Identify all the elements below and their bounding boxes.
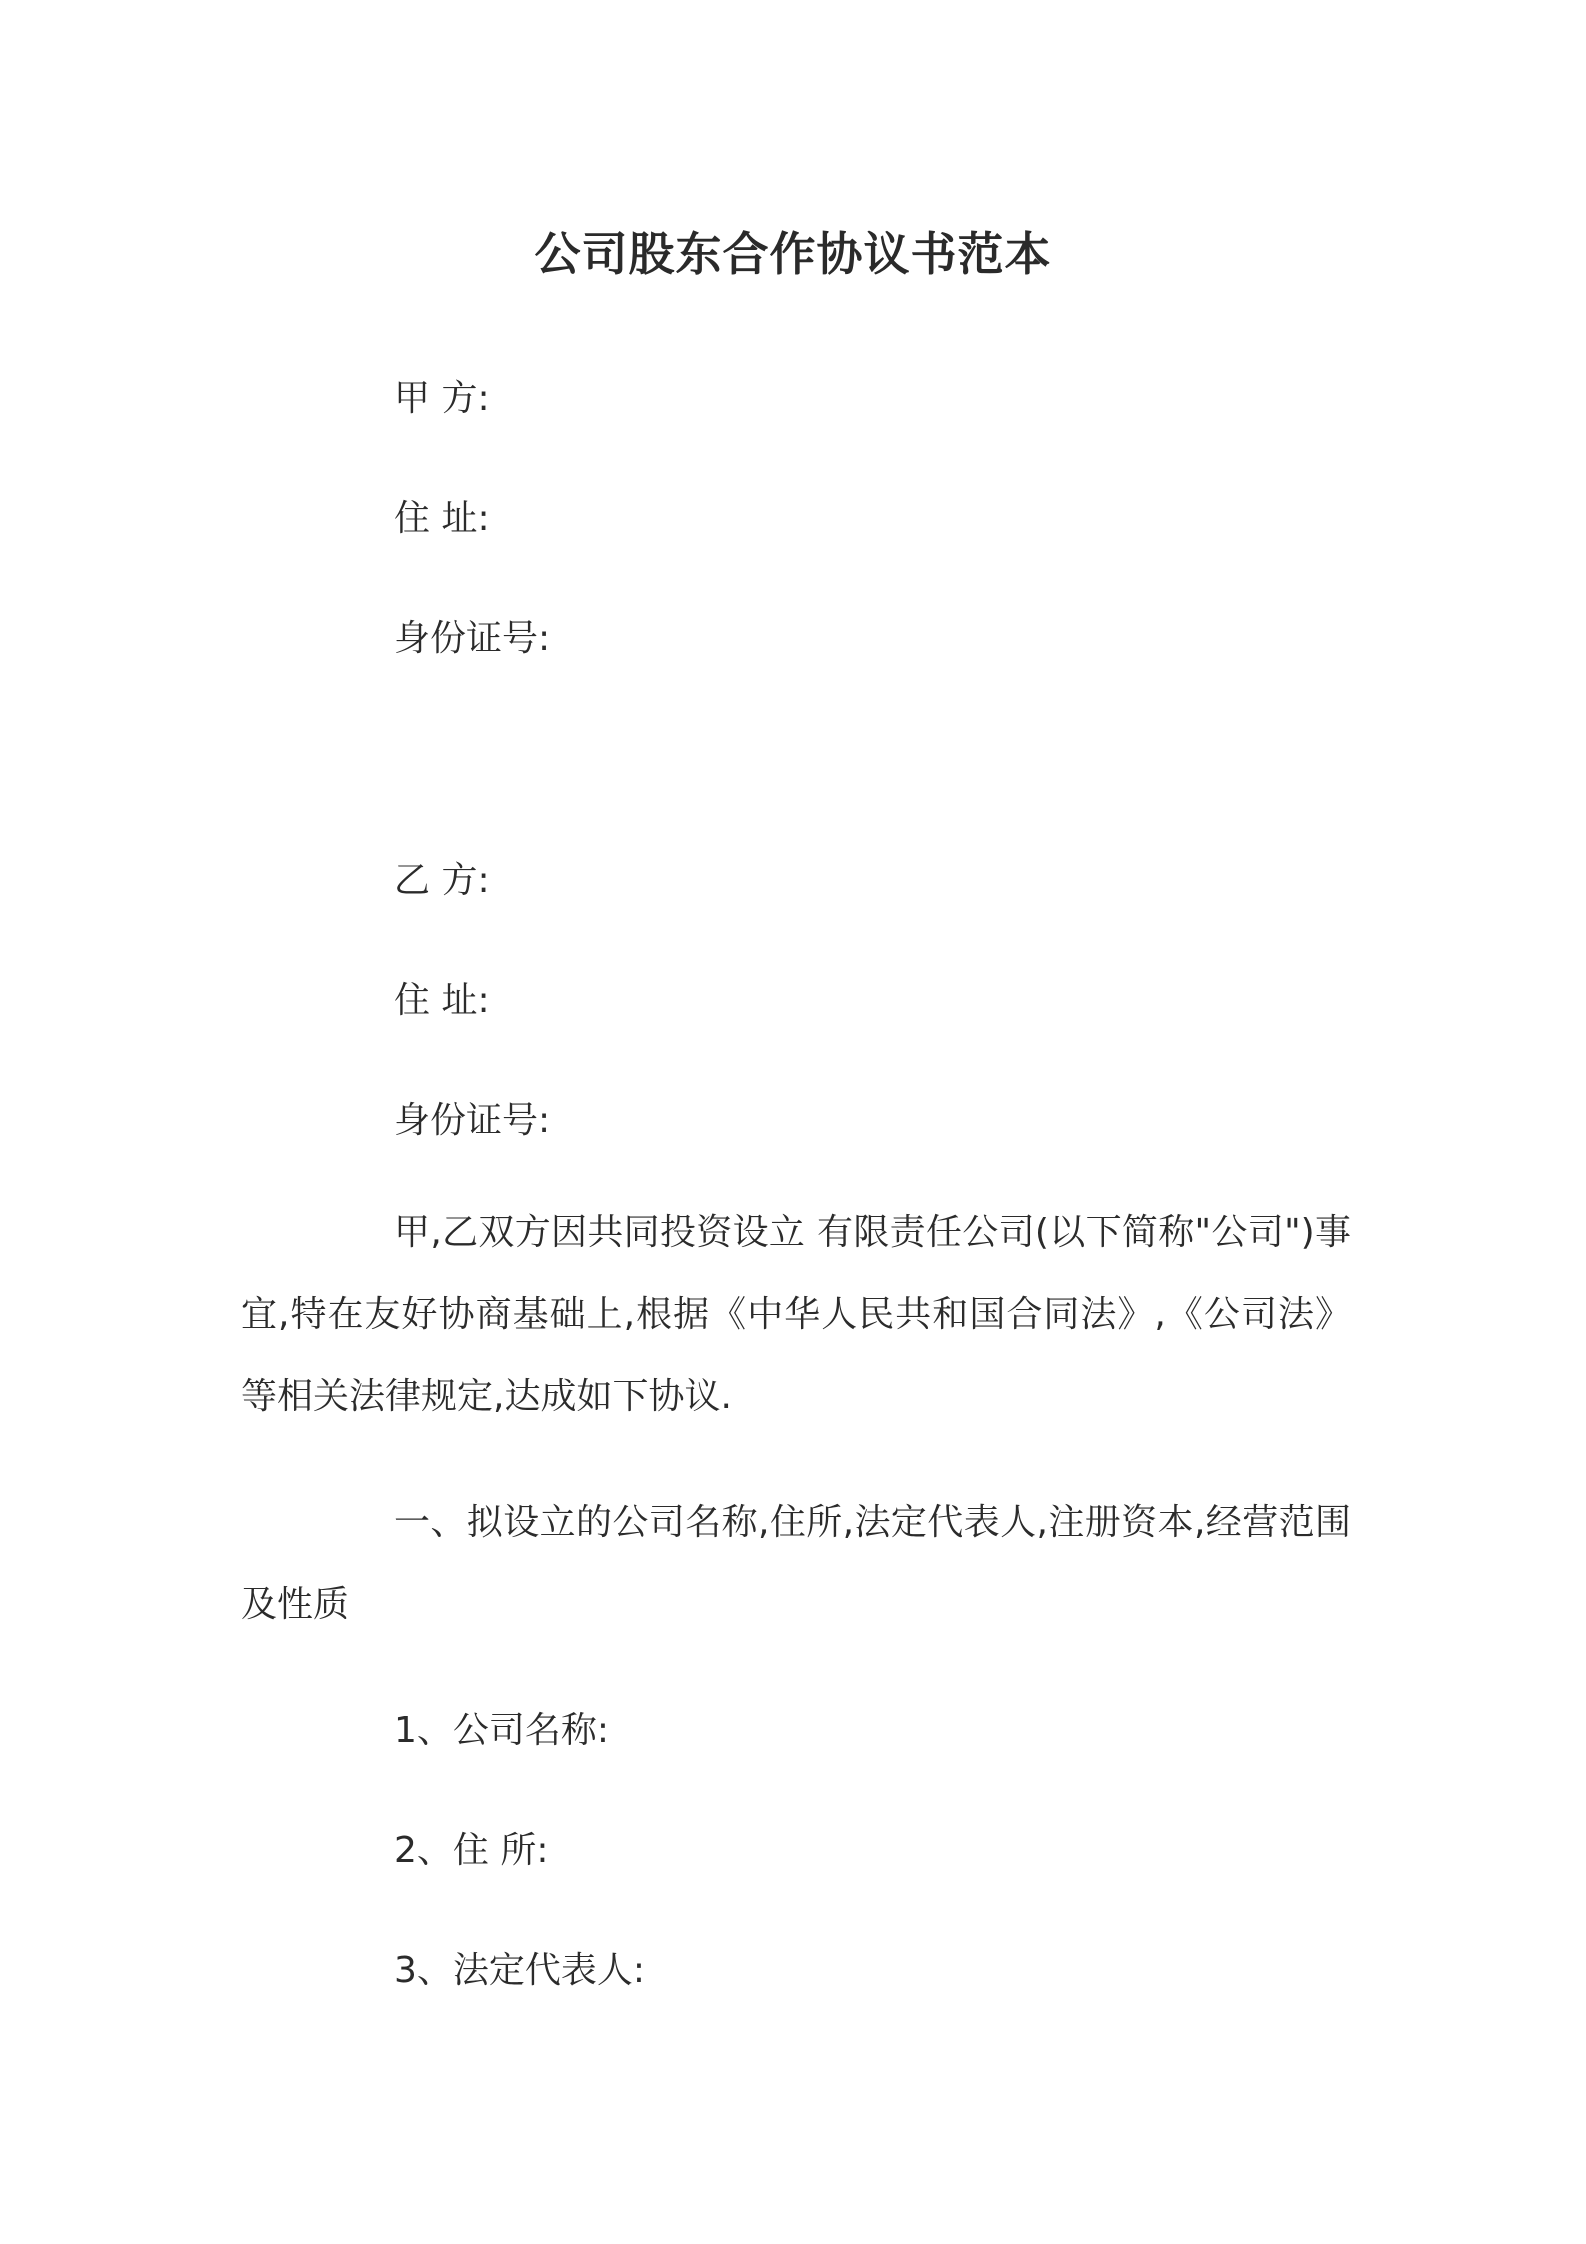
preamble-paragraph: 甲,乙双方因共同投资设立 有限责任公司(以下简称"公司")事宜,特在友好协商基础上,根据《中华人民共和国合同法》,《公司法》等相关法律规定,达成如下协议. — [241, 1212, 1351, 1417]
section-1-heading: 一、拟设立的公司名称,住所,法定代表人,注册资本,经营范围及性质 — [241, 1502, 1351, 1625]
party-b-address-label: 住 址: — [394, 980, 490, 1021]
item-legal-representative: 3、法定代表人: — [394, 1950, 646, 1991]
party-b-id-label: 身份证号: — [394, 1100, 551, 1141]
item-company-name: 1、公司名称: — [394, 1710, 610, 1751]
document-title: 公司股东合作协议书范本 — [534, 227, 1052, 281]
party-a-id-label: 身份证号: — [394, 618, 551, 659]
party-b-name-label: 乙 方: — [394, 860, 490, 901]
party-a-name-label: 甲 方: — [394, 378, 490, 419]
party-a-address-label: 住 址: — [394, 498, 490, 539]
item-address: 2、住 所: — [394, 1830, 549, 1871]
